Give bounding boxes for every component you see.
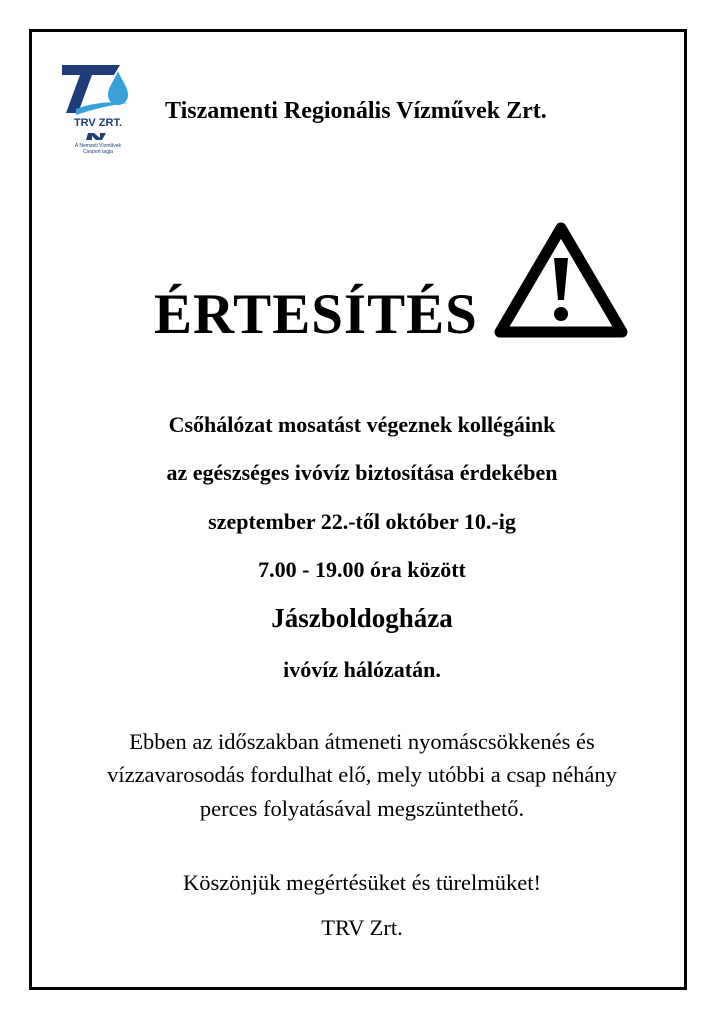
notice-hours: 7.00 - 19.00 óra között xyxy=(258,557,466,582)
company-name: Tiszamenti Regionális Vízművek Zrt. xyxy=(165,98,547,124)
notice-title: ÉRTESÍTÉS xyxy=(154,283,478,346)
notice-line2: az egészséges ivóvíz biztosítása érdekében xyxy=(166,460,558,485)
info-line1: Ebben az időszakban átmeneti nyomáscsökkenés és xyxy=(129,729,595,754)
notice-town: Jászboldogháza xyxy=(271,603,453,633)
logo-tagline-line2: Csoport tagja xyxy=(83,149,113,155)
info-line3: perces folyatásával megszüntethető. xyxy=(199,796,525,821)
thanks-text: Köszönjük megértésüket és türelmüket! xyxy=(182,870,542,895)
logo-tagline xyxy=(62,143,134,155)
notice-dates: szeptember 22.-től október 10.-ig xyxy=(208,509,516,534)
warning-triangle-icon xyxy=(494,222,628,340)
signature: TRV Zrt. xyxy=(321,915,403,940)
trv-logo xyxy=(62,63,134,165)
notice-line1: Csőhálózat mosatást végeznek kollégáink xyxy=(168,412,556,437)
logo-tagline-line1: A Nemzeti Vízművek xyxy=(74,143,122,149)
info-line2: vízzavarosodás fordulhat elő, mely utóbbi a csap néhány xyxy=(107,762,617,787)
notice-network: ivóvíz hálózatán. xyxy=(283,657,441,682)
logo-brand-text: TRV ZRT. xyxy=(73,117,123,129)
title-row xyxy=(150,222,650,352)
trv-logo-mark xyxy=(62,63,134,143)
